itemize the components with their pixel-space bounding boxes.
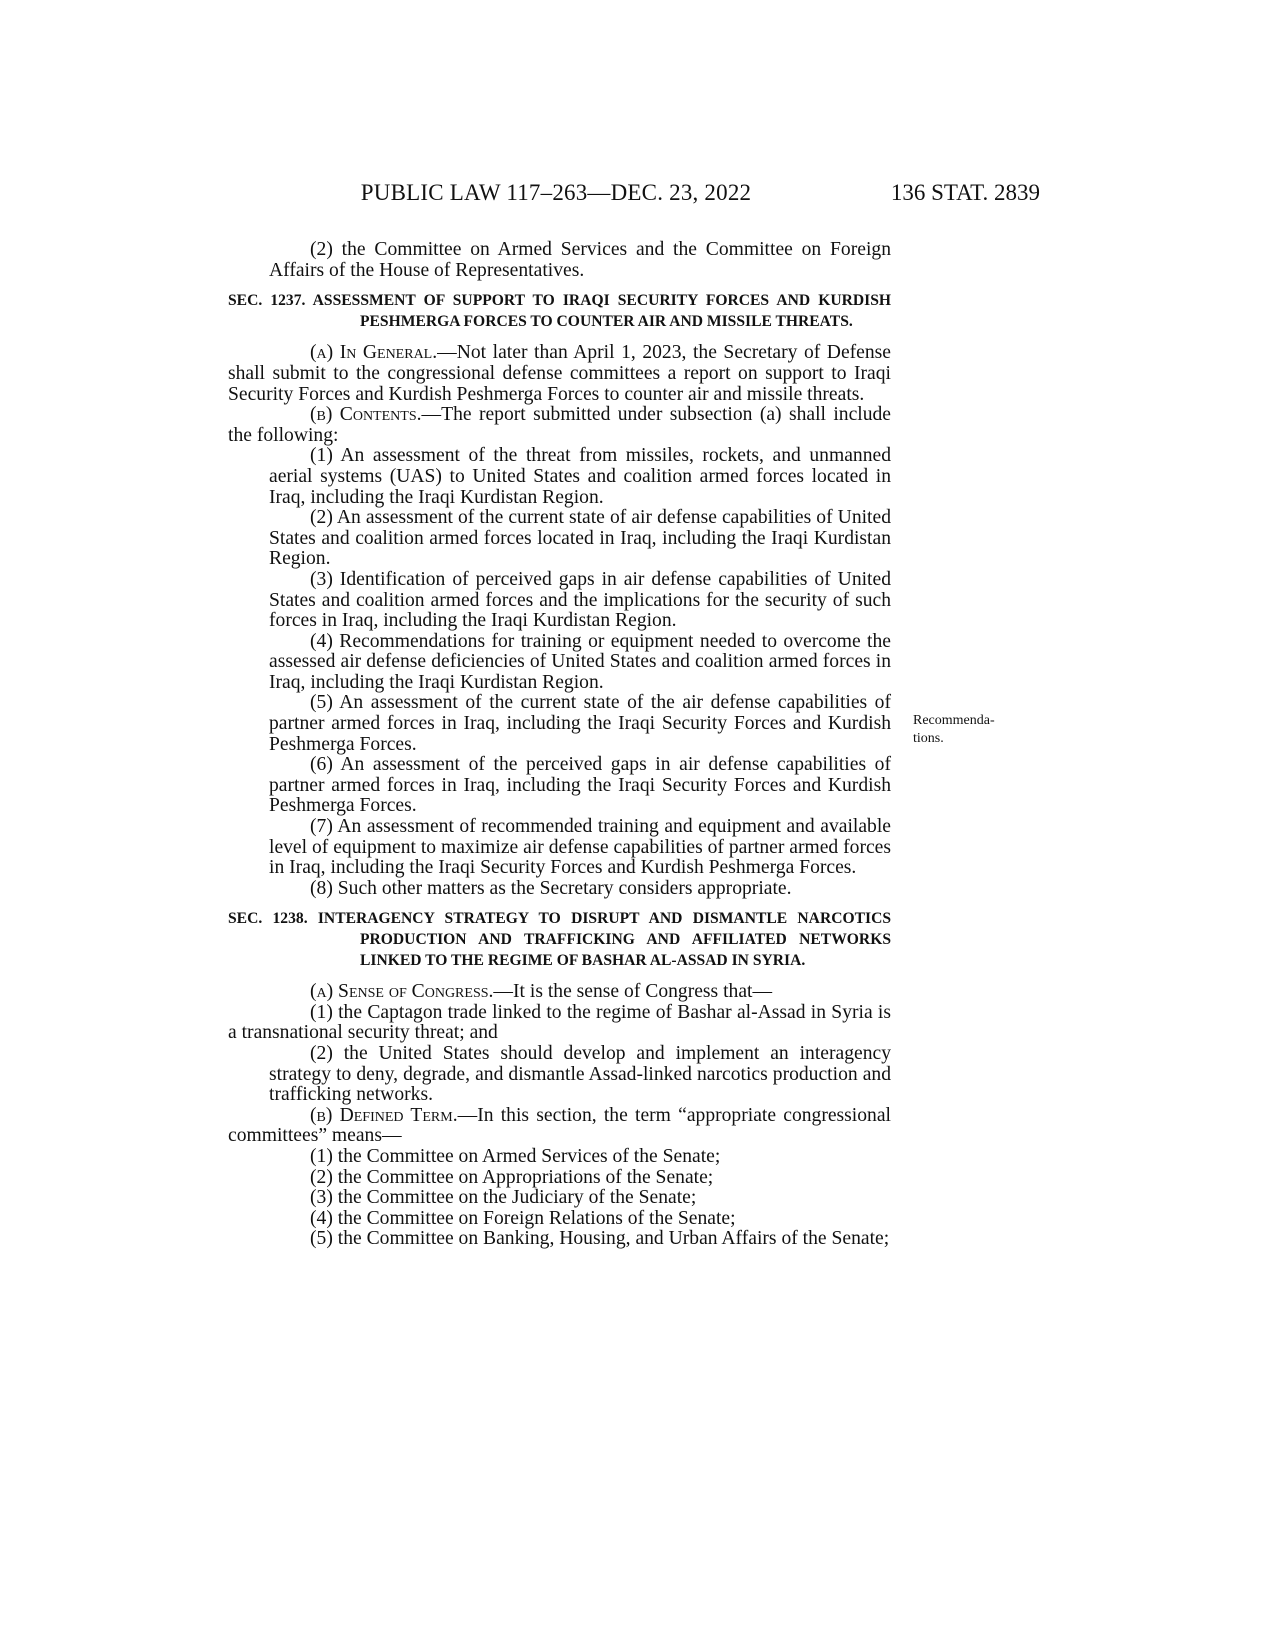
list-item: (7) An assessment of recommended training and equipment and available level of equipment to maximize air defense capabilities of partner armed forces in Iraq, including the Iraqi Security Forces and Kurdish Peshmerga Forces. — [269, 816, 891, 879]
list-item: (3) Identification of perceived gaps in air defense capabilities of United States and coalition armed forces and the implications for the security of such forces in Iraq, including the Iraqi Kurdistan Region. — [269, 568, 891, 632]
section-heading-1237: SEC. 1237. ASSESSMENT OF SUPPORT TO IRAQI SECURITY FORCES AND KURDISH PESHMERGA FORCES TO COUNTER AIR AND MISSILE THREATS. — [228, 292, 891, 330]
list-item: (2) the United States should develop and implement an interagency strategy to deny, degrade, and dismantle Assad-linked narcotics production and trafficking networks. — [269, 1042, 891, 1106]
subsection-heading: (b) Contents. — [310, 404, 422, 426]
subsection-heading: (a) In General. — [310, 342, 438, 364]
page-reference: 136 STAT. 2839 — [890, 180, 1040, 205]
subsection-b — [228, 405, 891, 446]
subsection-text: —The report submitted under subsection (a) shall include the following: — [228, 404, 892, 446]
margin-note — [913, 712, 995, 748]
subsection-text: —Not later than April 1, 2023, the Secretary of Defense shall submit to the congressional defense committees a report on support to Iraqi Security Forces and Kurdish Peshmerga Forces to counter air and missile threats. — [228, 342, 891, 405]
subsection-text: —It is the sense of Congress that— — [493, 981, 773, 1003]
list-item: (4) Recommendations for training or equipment needed to overcome the assessed air defense deficiencies of United States and coalition armed forces in Iraq, including the Iraqi Kurdistan Region. — [269, 630, 891, 693]
running-header-title: PUBLIC LAW 117–263—DEC. 23, 2022 — [360, 180, 752, 205]
list-item: (2) the Committee on Appropriations of the Senate; — [310, 1166, 714, 1188]
margin-note-line: Recommenda- — [913, 713, 995, 728]
list-item: (5) An assessment of the current state of the air defense capabilities of partner armed forces in Iraq, including the Iraqi Security Forces and Kurdish Peshmerga Forces. — [269, 692, 891, 755]
document-body — [228, 240, 891, 1250]
list-item: (1) the Committee on Armed Services of the Senate; — [310, 1145, 721, 1167]
list-item: (6) An assessment of the perceived gaps in air defense capabilities of partner armed forces in Iraq, including the Iraqi Security Forces and Kurdish Peshmerga Forces. — [269, 754, 891, 817]
list-item: (2) An assessment of the current state of air defense capabilities of United States and coalition armed forces located in Iraq, including the Iraqi Kurdistan Region. — [269, 507, 891, 570]
list-item: (1) the Captagon trade linked to the regime of Bashar al-Assad in Syria is a transnational security threat; and — [228, 1001, 891, 1044]
subsection-heading: (b) Defined Term. — [310, 1104, 458, 1126]
paragraph: (2) the Committee on Armed Services and the Committee on Foreign Affairs of the House of Representatives. — [269, 239, 891, 281]
list-item: (5) the Committee on Banking, Housing, and Urban Affairs of the Senate; — [310, 1228, 890, 1250]
subsection-b — [228, 1106, 891, 1147]
list-item: (3) the Committee on the Judiciary of the Senate; — [310, 1187, 697, 1209]
section-heading-1238: SEC. 1238. INTERAGENCY STRATEGY TO DISRUPT AND DISMANTLE NARCOTICS PRODUCTION AND TRAFFICKING AND AFFILIATED NETWORKS LINKED TO THE REGIME OF BASHAR AL-ASSAD IN SYRIA. — [228, 910, 891, 969]
subsection-heading: (a) Sense of Congress. — [310, 981, 494, 1003]
subsection-a — [228, 982, 891, 1003]
list-item: (4) the Committee on Foreign Relations of the Senate; — [310, 1207, 736, 1229]
margin-note-line: tions. — [913, 731, 944, 746]
subsection-text: —In this section, the term “appropriate congressional committees” means— — [228, 1104, 891, 1147]
subsection-a — [228, 343, 891, 405]
list-item: (8) Such other matters as the Secretary considers appropriate. — [310, 877, 792, 899]
list-item: (1) An assessment of the threat from missiles, rockets, and unmanned aerial systems (UAS) to United States and coalition armed forces located in Iraq, including the Iraqi Kurdistan Region. — [269, 445, 891, 508]
